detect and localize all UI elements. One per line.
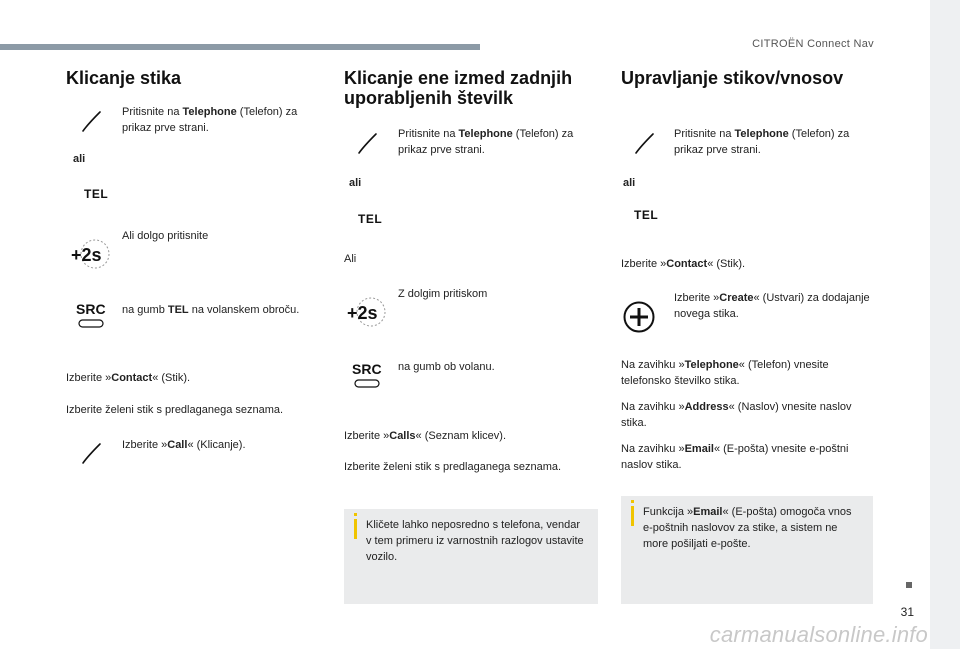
step-choose-contact: Izberite želeni stik s predlaganega seznama. [344,461,562,473]
finger-tap-icon [356,130,382,156]
or-label-2: Ali [344,253,357,265]
finger-tap-icon [80,440,106,466]
step-tab-address: Na zavihku »Address« (Naslov) vnesite naslov stika. [621,401,852,429]
watermark: carmanualsonline.info [709,622,928,647]
section-title: Klicanje ene izmed zadnjih uporabljenih številk [344,68,573,108]
step-choose-contact: Izberite želeni stik s predlaganega seznama. [66,404,284,416]
svg-text:SRC: SRC [76,301,106,317]
tel-key-icon: TEL [634,208,659,222]
svg-text:+2s: +2s [347,303,378,323]
step-tab-telephone: Na zavihku »Telephone« (Telefon) vnesite telefonsko številko stika. [621,359,829,387]
long-press-2s-icon [68,236,112,272]
step-wheel-button: na gumb TEL na volanskem obroču. [122,304,300,316]
step-select-contact: Izberite »Contact« (Stik). [621,258,746,270]
page-marker [906,582,912,588]
page-edge-strip [930,0,960,649]
info-note [621,496,873,604]
step-call: Izberite »Call« (Klicanje). [122,439,246,451]
tel-key-icon: TEL [84,187,109,201]
info-bar-icon [631,506,634,526]
section-title: Upravljanje stikov/vnosov [621,68,844,88]
or-label: ali [349,177,362,189]
section-title: Klicanje stika [66,68,182,88]
info-note-text: Kličete lahko neposredno s telefona, vendar v tem primeru iz varnostnih razlogov ustavite vozilo. [366,519,584,563]
steering-wheel-src-button-icon [72,300,110,332]
step-long-press: Z dolgim pritiskom [398,288,488,300]
info-note [344,509,598,604]
svg-text:SRC: SRC [352,361,382,377]
steering-wheel-src-button-icon [348,360,386,392]
step-create: Izberite »Create« (Ustvari) za dodajanje novega stika. [674,292,870,320]
step-press-telephone: Pritisnite na Telephone (Telefon) za prikaz prve strani. [122,106,298,134]
finger-tap-icon [633,130,659,156]
step-press-telephone: Pritisnite na Telephone (Telefon) za prikaz prve strani. [674,128,850,156]
info-note-text: Funkcija »Email« (E-pošta) omogoča vnos e-poštnih naslovov za stike, a sistem ne more pošiljati e-pošte. [643,506,852,550]
long-press-2s-icon [344,294,388,330]
or-label: ali [623,177,636,189]
or-label: ali [73,153,86,165]
step-tab-email: Na zavihku »Email« (E-pošta) vnesite e-poštni naslov stika. [621,443,849,471]
step-select-contact: Izberite »Contact« (Stik). [66,372,191,384]
brand-label: CITROËN Connect Nav [752,38,874,50]
finger-tap-icon [80,108,106,134]
plus-circle-icon [622,300,656,334]
step-select-calls: Izberite »Calls« (Seznam klicev). [344,430,507,442]
step-wheel-button: na gumb ob volanu. [398,361,495,373]
info-bar-icon [354,519,357,539]
page-number: 31 [900,605,914,619]
header-rule [0,44,480,50]
tel-key-icon: TEL [358,212,383,226]
step-long-press: Ali dolgo pritisnite [122,230,209,242]
step-press-telephone: Pritisnite na Telephone (Telefon) za prikaz prve strani. [398,128,574,156]
svg-text:+2s: +2s [71,245,102,265]
